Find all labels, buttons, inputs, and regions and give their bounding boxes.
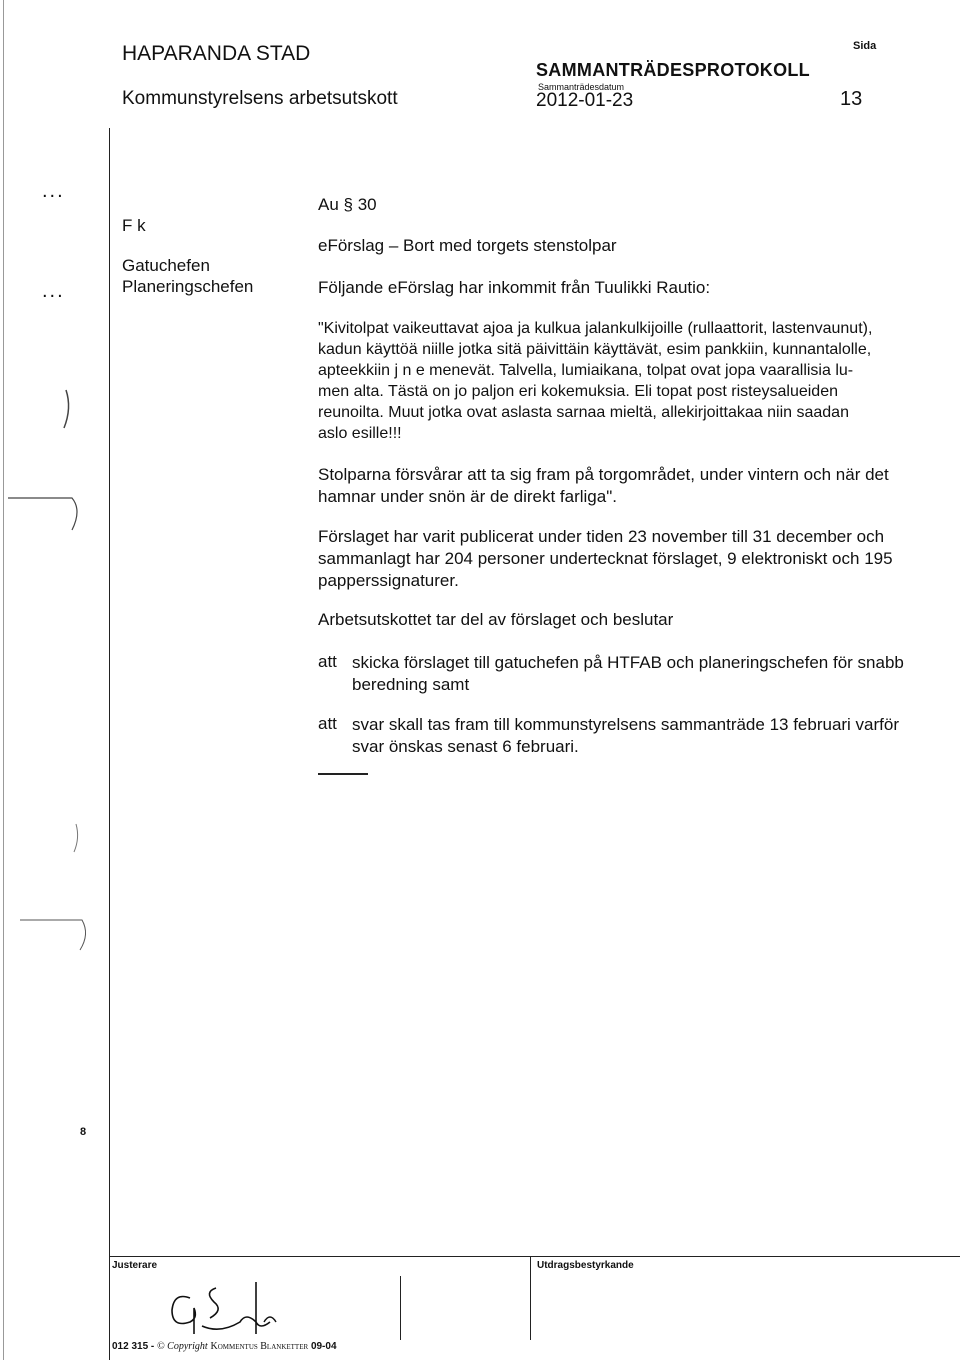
justerare-label: Justerare [112, 1260, 158, 1271]
section-intro: Följande eFörslag har inkommit från Tuulikki Rautio: [318, 278, 711, 297]
footer-divider-2 [530, 1256, 531, 1340]
form-version: 09-04 [310, 1341, 337, 1352]
page-label: Sida [853, 40, 877, 52]
quote-line: "Kivitolpat vaikeuttavat ajoa ja kulkua jalankulkijoille (rullaattorit, lastenvaunut), [318, 320, 873, 337]
item-line: skicka förslaget till gatuchefen på HTFAB och planeringschefen för snabb [352, 653, 904, 672]
section-number: Au § 30 [318, 195, 377, 214]
organization-name: HAPARANDA STAD [122, 42, 311, 65]
stolparna-paragraph [318, 464, 938, 508]
item-line: svar skall tas fram till kommunstyrelsens sammanträde 13 februari varför [352, 715, 900, 734]
margin-side-number: 8 [80, 1126, 87, 1138]
margin-recipient-2: Planeringschefen [122, 277, 254, 296]
decision-item-2 [352, 714, 932, 758]
document-title: SAMMANTRÄDESPROTOKOLL [536, 60, 810, 80]
decision-item-1 [352, 652, 932, 696]
form-number: 012 315 - [112, 1341, 155, 1352]
footer-divider-1 [400, 1276, 401, 1340]
quote-line: aslo esille!!! [318, 425, 402, 442]
section-subject: eFörslag – Bort med torgets stenstolpar [318, 236, 617, 255]
paragraph-line: Förslaget har varit publicerat under tiden 23 november till 31 december och [318, 527, 885, 546]
paragraph-line: Stolparna försvårar att ta sig fram på torgområdet, under vintern och när det [318, 465, 889, 484]
quote-paragraph [318, 318, 938, 444]
paragraph-line: sammanlagt har 204 personer undertecknat förslaget, 9 elektroniskt och 195 [318, 549, 893, 568]
decision-intro: Arbetsutskottet tar del av förslaget och beslutar [318, 610, 674, 629]
quote-line: apteekkiin j n e menevät. Talvella, lumiaikana, tolpat ovat jopa vaarallisia lu- [318, 362, 854, 379]
signature-image [160, 1262, 310, 1340]
end-rule [318, 773, 368, 775]
item-line: svar önskas senast 6 februari. [352, 737, 579, 756]
copyright-text: © Copyright [157, 1341, 208, 1352]
date-label: Sammanträdesdatum [538, 82, 625, 92]
page-number: 13 [840, 88, 863, 110]
form-code [112, 1341, 337, 1352]
decision-item-label: att [318, 714, 337, 733]
margin-dots-bottom: ... [42, 280, 65, 302]
quote-line: kadun käyttöä niille jotka sitä päivittäin käyttävät, esim pankkiin, kunnantalolle, [318, 341, 872, 358]
meeting-date: 2012-01-23 [536, 90, 634, 111]
decision-item-label: att [318, 652, 337, 671]
margin-dots-top: ... [42, 180, 65, 202]
forslaget-paragraph [318, 526, 938, 592]
quote-line: reunoilta. Muut jotka ovat aslasta sarnaa mieltä, allekirjoittakaa niin saadan [318, 404, 849, 421]
footer-rule [110, 1256, 960, 1257]
department-name: Kommunstyrelsens arbetsutskott [122, 88, 398, 109]
quote-line: men alta. Tästä on jo paljon eri kokemuksia. Eli topat post risteysalueiden [318, 383, 838, 400]
brand-name: Kommentus Blanketter [210, 1341, 309, 1352]
margin-fk: F k [122, 216, 146, 235]
utdrag-label: Utdragsbestyrkande [537, 1260, 634, 1271]
scan-marks [0, 380, 110, 980]
paragraph-line: hamnar under snön är de direkt farliga". [318, 487, 617, 506]
paragraph-line: papperssignaturer. [318, 571, 459, 590]
margin-recipient-1: Gatuchefen [122, 256, 210, 275]
item-line: beredning samt [352, 675, 470, 694]
